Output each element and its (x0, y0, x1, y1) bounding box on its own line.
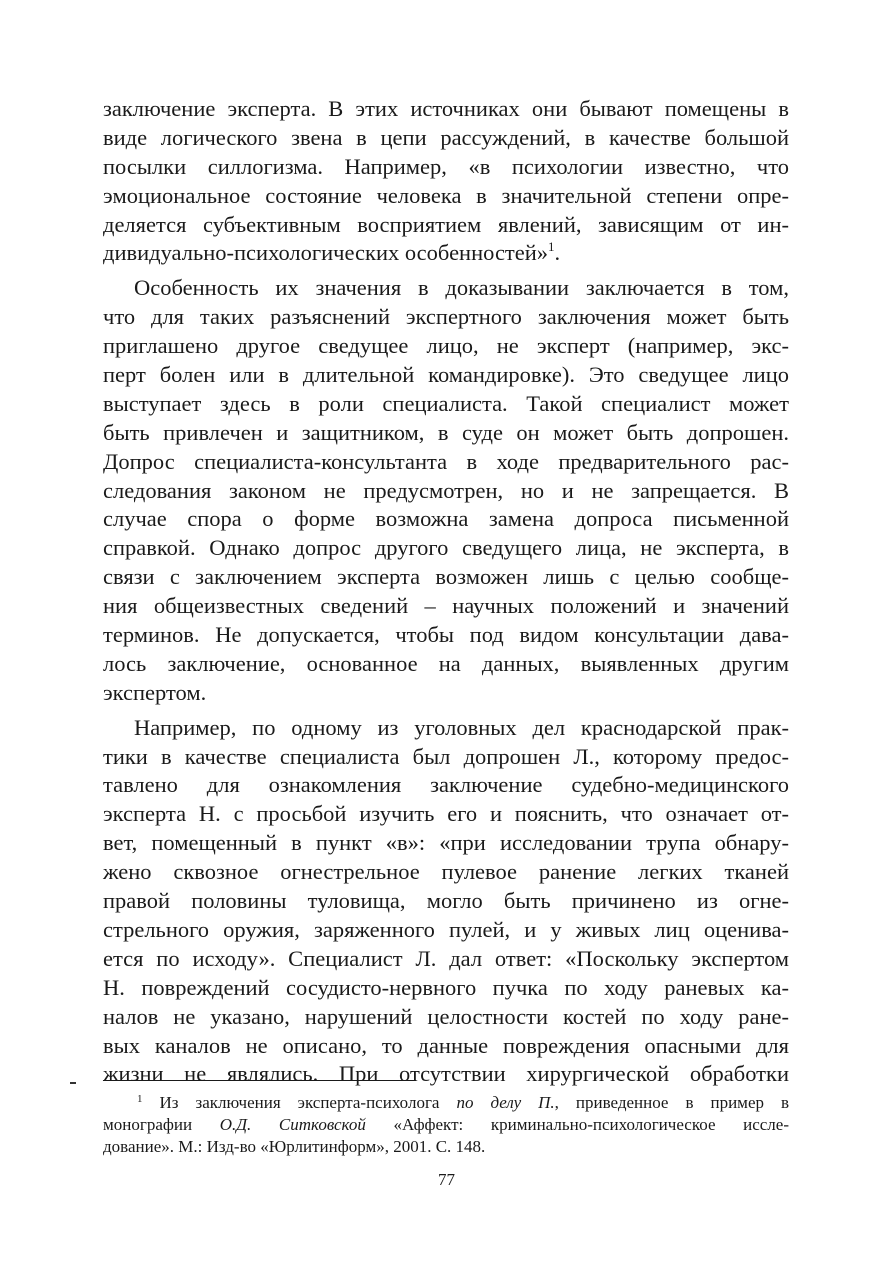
footnote-marker: 1 (137, 1093, 143, 1105)
text-line: заключение эксперта. В этих источниках они бывают помещены в (103, 96, 789, 121)
footnote (103, 1092, 789, 1158)
text-line: вых каналов не описано, то данные повреждения опасными для (103, 1032, 789, 1058)
footnote-text: , приведенное в пример в (554, 1093, 790, 1112)
text-line: тики в качестве специалиста был допрошен Л., которому предос- (103, 743, 789, 769)
text-line: терминов. Не допускается, чтобы под видом консультации дава- (103, 622, 789, 648)
text-line: ется по исходу». Специалист Л. дал ответ: «Поскольку экспертом (103, 945, 789, 971)
text-line: эксперта Н. с просьбой изучить его и пояснить, что означает от- (103, 801, 789, 827)
text-fragment: . (554, 240, 561, 266)
text-line: быть привлечен и защитником, в суде он может быть допрошен. (103, 419, 789, 445)
text-line: экспертом. (103, 679, 207, 705)
text-line: Н. повреждений сосудисто-нервного пучка по ходу раневых ка- (103, 974, 789, 1000)
text-line: Особенность их значения в доказывании заключается в том, (134, 275, 789, 301)
footnote-text: «Аффект: криминально-психологическое иссле- (365, 1115, 789, 1134)
footnote-reference: 1 (548, 239, 555, 255)
text-line: посылки силлогизма. Например, «в психологии известно, что (103, 153, 789, 179)
text-line: жено сквозное огнестрельное пулевое ранение легких тканей (103, 859, 789, 885)
text-line: перт болен или в длительной командировке). Это сведущее лицо (103, 362, 789, 388)
text-line: Например, по одному из уголовных дел краснодарской прак- (134, 714, 789, 740)
text-line: ния общеизвестных сведений – научных положений и значений (103, 593, 789, 619)
footnote-line: дование». М.: Изд-во «Юрлитинформ», 2001. С. 148. (103, 1137, 486, 1156)
text-fragment: дивидуально-психологических особенностей» (103, 240, 549, 266)
text-line: справкой. Однако допрос другого сведущего лица, не эксперта, в (103, 535, 789, 561)
paragraph-2 (103, 274, 789, 707)
text-line: связи с заключением эксперта возможен лишь с целью сообще- (103, 564, 789, 590)
footnote-line (103, 1114, 789, 1136)
text-line: жизни не являлись. При отсутствии хирургической обработки (103, 1061, 789, 1087)
footnote-line (103, 1092, 789, 1114)
text-line: правой половины туловища, могло быть причинено из огне- (103, 888, 789, 914)
text-line: приглашено другое сведущее лицо, не эксперт (например, экс- (103, 333, 789, 359)
text-line: Допрос специалиста-консультанта в ходе предварительного рас- (103, 448, 789, 474)
scan-speck (70, 1082, 76, 1084)
footnote-italic-text: по делу П. (456, 1093, 555, 1112)
text-line: эмоциональное состояние человека в значительной степени опре- (103, 182, 789, 208)
text-line: вет, помещенный в пункт «в»: «при исследовании трупа обнару- (103, 830, 789, 856)
footnote-author: О.Д. Ситковской (219, 1115, 366, 1134)
main-text (103, 95, 789, 1089)
footnote-text: Из заключения эксперта-психолога (159, 1093, 457, 1112)
paragraph-1 (103, 95, 789, 268)
text-line: виде логического звена в цепи рассуждений, в качестве большой (103, 124, 789, 150)
text-line: случае спора о форме возможна замена допроса письменной (103, 506, 789, 532)
text-line: деляется субъективным восприятием явлений, зависящим от ин- (103, 211, 789, 237)
page-number: 77 (438, 1170, 455, 1189)
text-line: налов не указано, нарушений целостности костей по ходу ране- (103, 1003, 789, 1029)
text-line: выступает здесь в роли специалиста. Такой специалист может (103, 390, 789, 416)
text-line: что для таких разъяснений экспертного заключения может быть (103, 304, 789, 330)
paragraph-3 (103, 714, 789, 1090)
footnote-separator (103, 1080, 416, 1081)
text-line: следования законом не предусмотрен, но и не запрещается. В (103, 477, 789, 503)
footnote-text: монографии (103, 1115, 220, 1134)
text-line: стрельного оружия, заряженного пулей, и у живых лиц оценива- (103, 916, 789, 942)
text-line-with-footnote (103, 239, 789, 268)
text-line: тавлено для ознакомления заключение судебно-медицинского (103, 772, 789, 798)
text-line: лось заключение, основанное на данных, выявленных другим (103, 650, 789, 676)
